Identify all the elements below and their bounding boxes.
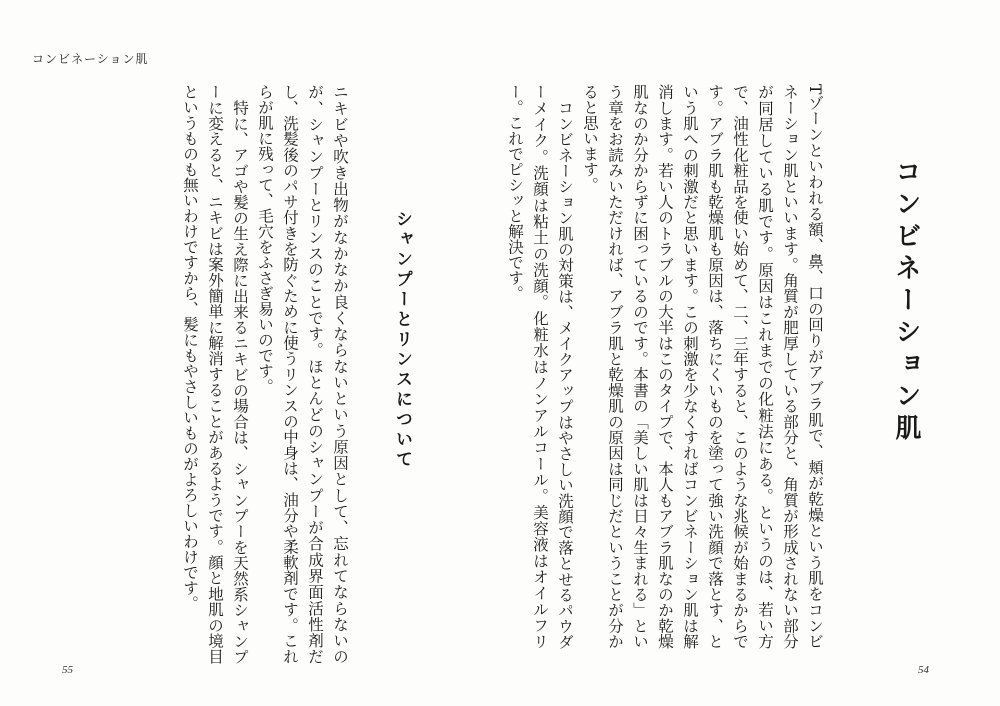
paragraph: コンビネーション肌の対策は、メイクアップはやさしい洗顔で落とせるパウダーメイク。洗顔は粘土の洗顔。化粧水はノンアルコール。美容液はオイルフリー。これでピシッと解決です。: [506, 84, 574, 649]
section-subheading: シャンプーとリンスについて: [392, 210, 412, 470]
chapter-title: コンビネーション肌: [891, 158, 921, 446]
page-number-right: 54: [918, 664, 929, 676]
paragraph: ニキビや吹き出物がなかなか良くならないという原因として、忘れてならないのが、シャンプーとリンスのことです。ほとんどのシャンプーが合成界面活性剤だし、洗髪後のパサ付きを防ぐために使うリンスの中身は、油分や柔軟剤です。これらが肌に残って、毛穴をふさぎ易いのです。: [256, 84, 349, 664]
left-page-body: [181, 84, 352, 664]
right-page-body: [506, 84, 827, 649]
paragraph: Tゾーンといわれる額、鼻、口の回りがアブラ肌で、頬が乾燥という肌をコンビネーション肌といいます。角質が肥厚している部分と、角質が形成されない部分が同居している肌です。原因はこれまでの化粧法にある。というのは、若い方で、油性化粧品を使い始めて、二、三年すると、このような兆候が始まるからです。アブラ肌も乾燥肌も原因は、落ちにくいものを塗って強い洗顔で落とす、という肌への刺激だと思います。この刺激を少なくすればコンビネーション肌は解消します。若い人のトラブルの大半はこのタイプで、本人もアブラ肌なのか乾燥肌なのか分からずに困っているのです。本書の「美しい肌は日々生まれる」という章をお読みいただければ、アブラ肌と乾燥肌の原因は同じだということが分かると思います。: [581, 84, 824, 649]
page-number-left: 55: [62, 664, 73, 676]
paragraph: 特に、アゴや髪の生え際に出来るニキビの場合は、シャンプーを天然系シャンプーに変えると、ニキビは案外簡単に解消することがあるようです。顔と地肌の境目というものも無いわけですから、髪にもやさしいものがよろしいわけです。: [181, 84, 249, 664]
running-header: コンビネーション肌: [32, 52, 149, 66]
